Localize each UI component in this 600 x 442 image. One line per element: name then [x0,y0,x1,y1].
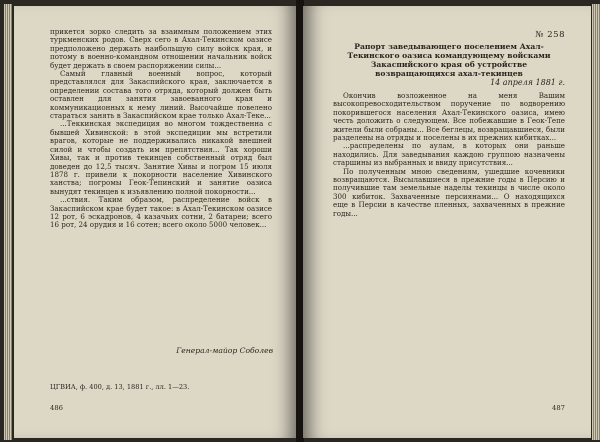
document-number: № 258 [535,30,565,40]
left-page [14,6,297,438]
left-paragraph: ...Теккинская экспедиция во многом тождественна с бывшей Хивинской: в этой экспедиции мы встретили врагов, которые не поддерживались никакой внешней силой и чтобы создать им препятствия... Так хороши Хивы, так и против текинцев собственный отряд был доведен до 12,5 тысяч. Занятие Хивы и погром 15 июля 1878 г. привели к покорности население Хивинского ханства; погромы Геок-Тепинский и занятие оазиса вынудят текинцев к изъявлению полной покорности... [50,119,272,196]
document-date: 14 апреля 1881 г. [490,78,565,87]
right-body-text [333,92,565,218]
page-number-right: 487 [552,404,565,412]
right-page-edge [592,4,600,440]
archive-reference: ЦГВИА, ф. 400, д. 13, 1881 г., лл. 1—23. [50,383,190,391]
right-paragraph: Окончив возложенное на меня Вашим высокопревосходительством поручение по водворению покорившегося населения Ахал-Текинского оазиса, имею честь доложить о следующем. Все побежавшие в Геок-Тепе жители были собраны... Все беглецы, возвращавшиеся, были разделены на отряды и поселены в их прежних кибитках... [333,91,565,143]
left-page-edge [4,4,12,440]
left-paragraph: ...ствия. Таким образом, распределение войск в Закаспийском крае будет такое: в Ахал-Текинском оазисе 12 рот, 6 эскадронов, 4 казачьих сотни, 2 батареи; всего 16 рот, 24 орудия и 16 сотен; всего около 5000 человек... [50,195,272,230]
right-page [303,6,591,438]
right-paragraph: ...распределены по аулам, в которых они раньше находились. Для заведывания каждою группою назначены старшины из выбранных и ввиду присутствия... [333,141,565,168]
left-paragraph: прикется зорко следить за взаимным положением этих туркменских родов. Сверх сего в Ахал-Текинском оазисе предположено держать наибольшую силу войск края, и потому в военно-командном отношении начальник войск будет держать в своем распоряжении силы... [50,27,272,70]
document-title: Рапорт заведывающего поселением Ахал-Текинского оазиса командующему войсками Закаспийского края об устройстве возвращающихся ахал-текинцев [347,42,551,78]
left-paragraph: Самый главный военный вопрос, который представлялся для Закаспийского края, заключается в определении состава того отряда, который должен быть оставлен для занятия завоеванного края и коммуникационных к нему линий. Высочайше повелено стараться занять в Закаспийском крае только Ахал-Теке... [50,69,272,121]
right-paragraph: По полученным мною сведениям, ушедшие кочевники возвращаются. Высылавшиеся в прежние годы в Персию и получившие там земельные наделы текинцы в числе около 300 кибиток. Захваченные персиянами... О находящихся еще в Персии в качестве пленных, захваченных в прежние годы... [333,166,565,218]
page-number-left: 486 [50,404,63,412]
signature: Генерал-майор Соболев [176,346,273,355]
left-body-text [50,28,272,230]
